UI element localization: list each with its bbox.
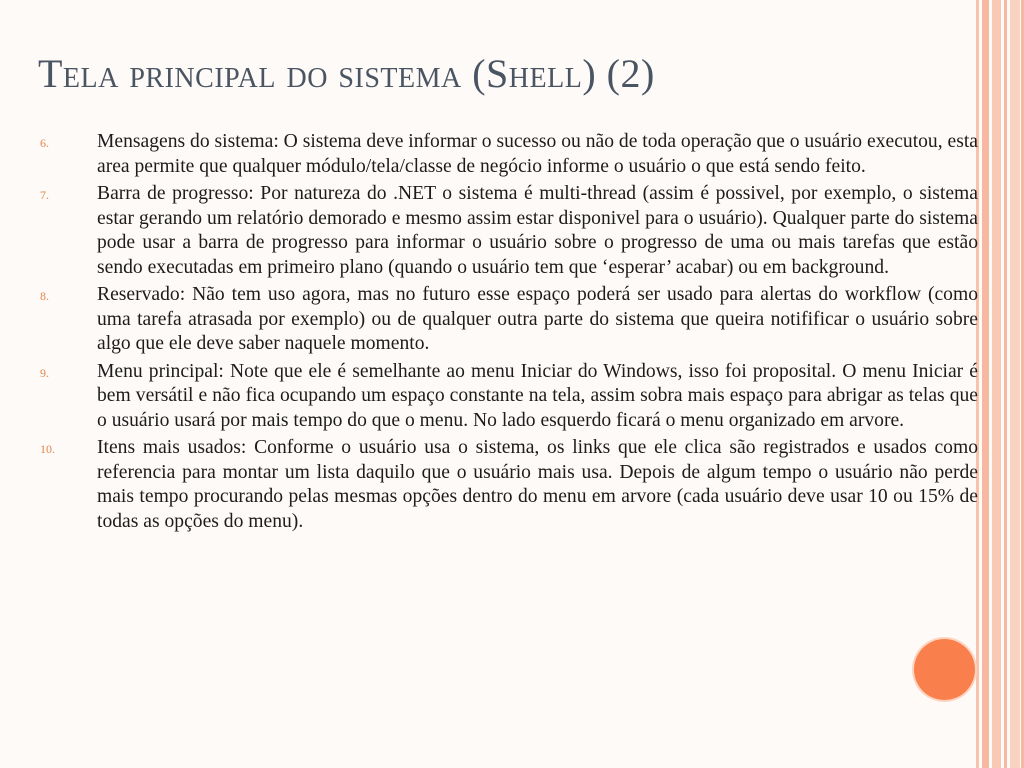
item-number: 10. bbox=[40, 442, 55, 456]
numbered-list bbox=[40, 130, 978, 534]
item-number: 8. bbox=[40, 289, 49, 303]
item-text: Reservado: Não tem uso agora, mas no futuro esse espaço poderá ser usado para alertas do workflow (como uma tarefa atrasada por exemplo) ou de qualquer outra parte do sistema que queira notifificar o usuário sobre algo que ele deve saber naquele momento. bbox=[97, 284, 978, 354]
stripe bbox=[992, 0, 1001, 768]
decorative-stripes bbox=[976, 0, 1024, 768]
list-item bbox=[40, 436, 978, 534]
list-item bbox=[40, 130, 978, 179]
item-text: Barra de progresso: Por natureza do .NET o sistema é multi-thread (assim é possivel, por exemplo, o sistema estar gerando um relatório demorado e mesmo assim estar disponivel para o usuário). Qualquer parte do sistema pode usar a barra de progresso para informar o usuário sobre o progresso de uma ou mais tarefas que estão sendo executadas em primeiro plano (quando o usuário tem que ‘esperar’ acabar) ou em background. bbox=[97, 183, 978, 278]
item-number: 7. bbox=[40, 188, 49, 202]
stripe bbox=[982, 0, 989, 768]
stripe bbox=[1010, 0, 1020, 768]
item-text: Itens mais usados: Conforme o usuário usa o sistema, os links que ele clica são registrados e usados como referencia para montar um lista daquilo que o usuário mais usa. Depois de algum tempo o usuário não perde mais tempo procurando pelas mesmas opções dentro do menu em arvore (cada usuário deve usar 10 ou 15% de todas as opções do menu). bbox=[97, 437, 978, 532]
list-item bbox=[40, 283, 978, 357]
list-item bbox=[40, 182, 978, 280]
stripe bbox=[1004, 0, 1007, 768]
slide-title: Tela principal do sistema (Shell) (2) bbox=[38, 51, 655, 96]
slide-content bbox=[40, 130, 978, 537]
item-number: 9. bbox=[40, 365, 49, 380]
decorative-circle bbox=[914, 639, 975, 700]
item-text: Menu principal: Note que ele é semelhante ao menu Iniciar do Windows, isso foi proposital. O menu Iniciar é bem versátil e não fica ocupando um espaço constante na tela, assim sobra mais espaço para abrigar as telas que o usuário usará por mais tempo do que o menu. No lado esquerdo ficará o menu organizado em arvore. bbox=[97, 360, 978, 431]
item-text: Mensagens do sistema: O sistema deve informar o sucesso ou não de toda operação que o usuário executou, esta area permite que qualquer módulo/tela/classe de negócio informe o usuário o que está sendo feito. bbox=[97, 131, 978, 177]
list-item bbox=[40, 360, 978, 434]
item-number: 6. bbox=[40, 136, 49, 150]
